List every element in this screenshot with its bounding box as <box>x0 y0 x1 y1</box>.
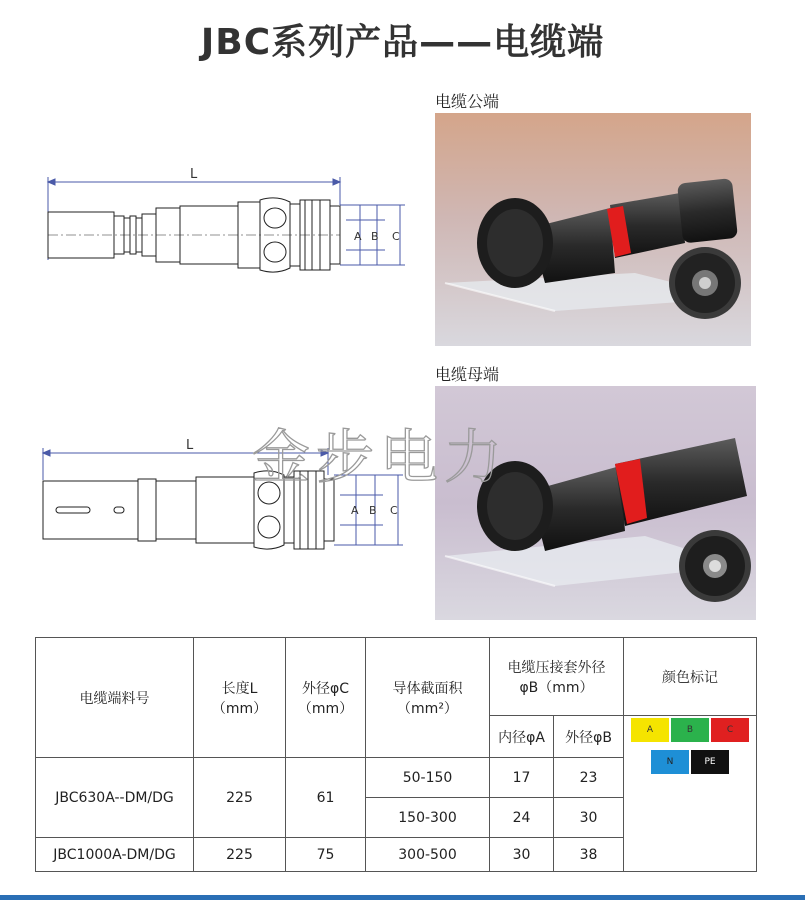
row1-part-no: JBC630A--DM/DG <box>36 758 194 838</box>
header-outer-c: 外径φC （mm） <box>286 638 366 758</box>
row2-outer-c: 75 <box>286 838 366 872</box>
dim-label-c: C <box>392 230 400 243</box>
dim-label-l: L <box>190 167 198 182</box>
header-crimp: 电缆压接套外径 φB（mm） <box>490 638 624 716</box>
header-color: 颜色标记 <box>624 638 757 716</box>
row2-section: 300-500 <box>366 838 490 872</box>
page-title: JBC系列产品——电缆端 <box>200 22 605 63</box>
female-caption: 电缆母端 <box>435 365 500 384</box>
dim-label-a-female: A <box>351 504 359 517</box>
dim-label-c-female: C <box>390 504 398 517</box>
row1a-section: 50-150 <box>366 758 490 798</box>
row2-outer-b: 38 <box>554 838 624 872</box>
color-mark-b: B <box>671 718 709 742</box>
row2-inner-a: 30 <box>490 838 554 872</box>
male-caption: 电缆公端 <box>435 92 500 111</box>
color-mark-n: N <box>651 750 689 774</box>
row1b-section: 150-300 <box>366 798 490 838</box>
watermark: 金步电力 <box>252 423 509 491</box>
spec-table <box>35 637 757 872</box>
color-mark-a: A <box>631 718 669 742</box>
row1a-outer-b: 23 <box>554 758 624 798</box>
row2-length: 225 <box>194 838 286 872</box>
row1-length: 225 <box>194 758 286 838</box>
male-connector-photo <box>435 113 751 346</box>
color-mark-c: C <box>711 718 749 742</box>
color-marks-cell <box>624 716 757 872</box>
header-section: 导体截面积 （mm²） <box>366 638 490 758</box>
header-part-no: 电缆端料号 <box>36 638 194 758</box>
row2-part-no: JBC1000A-DM/DG <box>36 838 194 872</box>
row1b-inner-a: 24 <box>490 798 554 838</box>
dim-label-b: B <box>371 230 379 243</box>
row1a-inner-a: 17 <box>490 758 554 798</box>
color-mark-pe: PE <box>691 750 729 774</box>
header-inner-a: 内径φA <box>490 716 554 758</box>
dim-label-a: A <box>354 230 362 243</box>
row1-outer-c: 61 <box>286 758 366 838</box>
dim-label-l-female: L <box>186 438 194 453</box>
row1b-outer-b: 30 <box>554 798 624 838</box>
male-connector-drawing <box>40 160 420 295</box>
dim-label-b-female: B <box>369 504 377 517</box>
footer-bar <box>0 895 805 900</box>
header-outer-b: 外径φB <box>554 716 624 758</box>
header-length: 长度L （mm） <box>194 638 286 758</box>
